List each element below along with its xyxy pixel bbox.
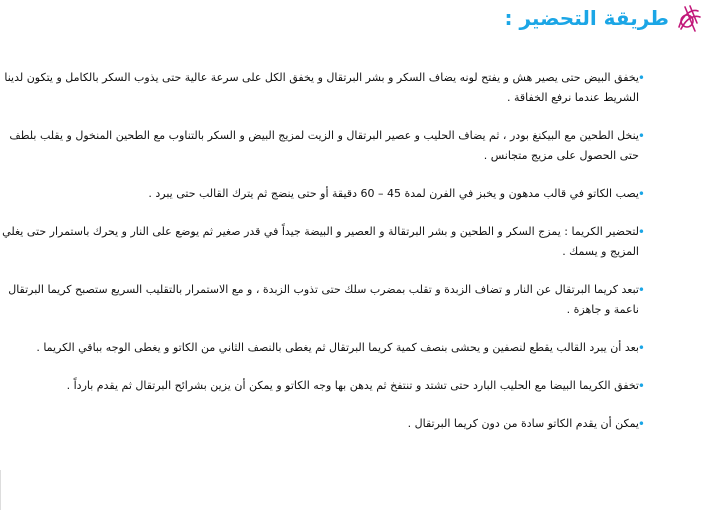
- step-text: لتحضير الكريما : يمزج السكر و الطحين و بشر البرتقالة و العصير و البيضة جيداً في قدر صغير ثم يوضع على النار و يحرك باستمرار حتى يغلي المزيج و يسمك .: [2, 225, 639, 258]
- step-text: ينخل الطحين مع البيكنغ بودر ، ثم يضاف الحليب و عصير البرتقال و الزيت لمزيج البيض و السكر بالتناوب مع الطحين المنخول و يقلب بلطف حتى الحصول على مزيج متجانس .: [9, 129, 639, 162]
- step-text: تخفق الكريما البيضا مع الحليب البارد حتى تشتد و تنتفخ ثم يدهن بها وجه الكاتو و يمكن أن يزين بشرائح البرتقال ثم يقدم بارداً .: [66, 379, 639, 392]
- bullet-icon: •: [637, 379, 645, 393]
- list-item: [0, 68, 705, 108]
- page-title: طريقة التحضير :: [504, 6, 669, 30]
- section-header: [505, 0, 705, 36]
- bullet-icon: •: [637, 417, 645, 431]
- step-text: تبعد كريما البرتقال عن النار و تضاف الزبدة و تقلب بمضرب سلك حتى تذوب الزبدة ، و مع الاستمرار بالتقليب السريع ستصبح كريما البرتقال ناعمة و جاهزة .: [8, 283, 639, 316]
- list-item: [0, 338, 705, 358]
- list-item: [0, 280, 705, 320]
- list-item: [0, 222, 705, 262]
- page-edge-divider: [0, 470, 1, 510]
- list-item: [0, 184, 705, 204]
- list-item: [0, 414, 705, 434]
- bullet-icon: •: [637, 225, 645, 239]
- step-text: يصب الكاتو في قالب مدهون و يخبز في الفرن لمدة 45 – 60 دقيقة أو حتى ينضج ثم يترك القالب حتى يبرد .: [148, 187, 639, 200]
- step-text: يخفق البيض حتى يصير هش و يفتح لونه يضاف السكر و بشر البرتقال و يخفق الكل على سرعة عالية حتى يذوب السكر بالكامل و يتكون لدينا الشريط عندما نرفع الخفاقة .: [4, 71, 639, 104]
- step-text: يمكن أن يقدم الكاتو سادة من دون كريما البرتقال .: [407, 417, 639, 430]
- bullet-icon: •: [637, 187, 645, 201]
- steps-list: [0, 68, 705, 452]
- step-text: بعد أن يبرد القالب يقطع لنصفين و يحشى بنصف كمية كريما البرتقال ثم يغطى بالنصف الثاني من الكاتو و يغطى الوجه بباقي الكريما .: [36, 341, 639, 354]
- list-item: [0, 376, 705, 396]
- bullet-icon: •: [637, 71, 645, 85]
- list-item: [0, 126, 705, 166]
- decorative-logo-icon: [673, 3, 703, 33]
- bullet-icon: •: [637, 129, 645, 143]
- bullet-icon: •: [637, 283, 645, 297]
- bullet-icon: •: [637, 341, 645, 355]
